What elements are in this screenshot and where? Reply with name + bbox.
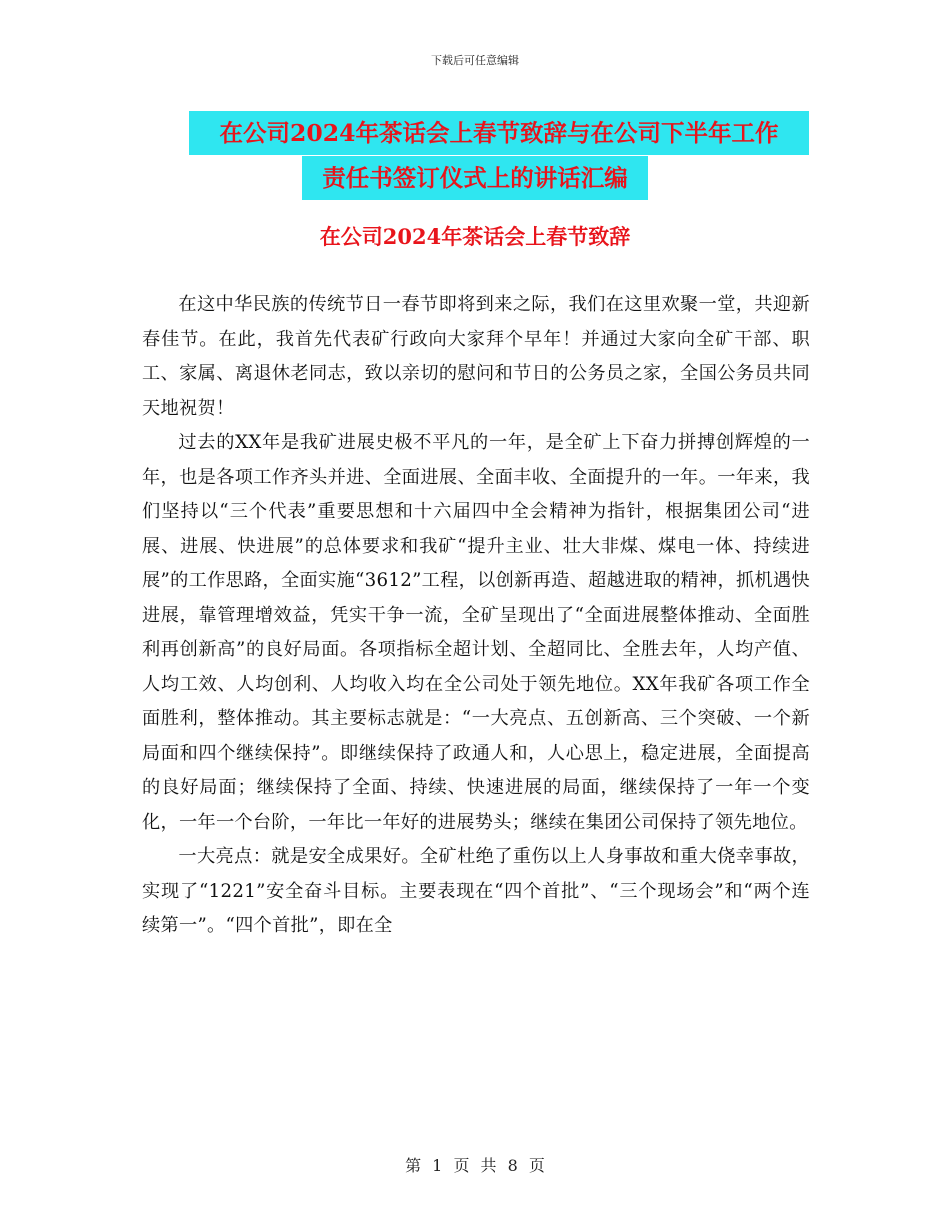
document-title-line-1-text: 在公司2024年茶话会上春节致辞与在公司下半年工作 [189,111,809,155]
page-header-note: 下载后可任意编辑 [431,54,519,67]
document-body [142,288,810,944]
section-title: 在公司2024年茶话会上春节致辞 [319,224,631,249]
paragraph: 在这中华民族的传统节日一春节即将到来之际，我们在这里欢聚一堂，共迎新春佳节。在此，我首先代表矿行政向大家拜个早年！并通过大家向全矿干部、职工、家属、离退休老同志，致以亲切的慰问和节日的公务员之家，全国公务员共同天地祝贺！ [142,294,810,419]
paragraph: 过去的XX年是我矿进展史极不平凡的一年，是全矿上下奋力拼搏创辉煌的一年，也是各项工作齐头并进、全面进展、全面丰收、全面提升的一年。一年来，我们坚持以“三个代表”重要思想和十六届四中全会精神为指针，根据集团公司“进展、进展、快进展”的总体要求和我矿“提升主业、壮大非煤、煤电一体、持续进展”的工作思路，全面实施“3612”工程，以创新再造、超越进取的精神，抓机遇快进展，靠管理增效益，凭实干争一流，全矿呈现出了“全面进展整体推动、全面胜利再创新高”的良好局面。各项指标全超计划、全超同比、全胜去年，人均产值、人均工效、人均创利、人均收入均在全公司处于领先地位。XX年我矿各项工作全面胜利，整体推动。其主要标志就是：“一大亮点、五创新高、三个突破、一个新局面和四个继续保持”。即继续保持了政通人和，人心思上，稳定进展，全面提高的良好局面；继续保持了全面、持续、快速进展的局面，继续保持了一年一个变化，一年一个台阶，一年比一年好的进展势头；继续在集团公司保持了领先地位。 [142,432,810,833]
document-title-line-1 [189,111,809,151]
page-footer: 第 1 页 共 8 页 [405,1156,545,1175]
paragraph: 一大亮点：就是安全成果好。全矿杜绝了重伤以上人身事故和重大侥幸事故，实现了“1221”安全奋斗目标。主要表现在“四个首批”、“三个现场会”和“两个连续第一”。“四个首批”，即在全 [142,846,810,936]
document-title-line-2-text: 责任书签订仪式上的讲话汇编 [302,156,648,200]
document-title-line-2 [302,156,648,196]
